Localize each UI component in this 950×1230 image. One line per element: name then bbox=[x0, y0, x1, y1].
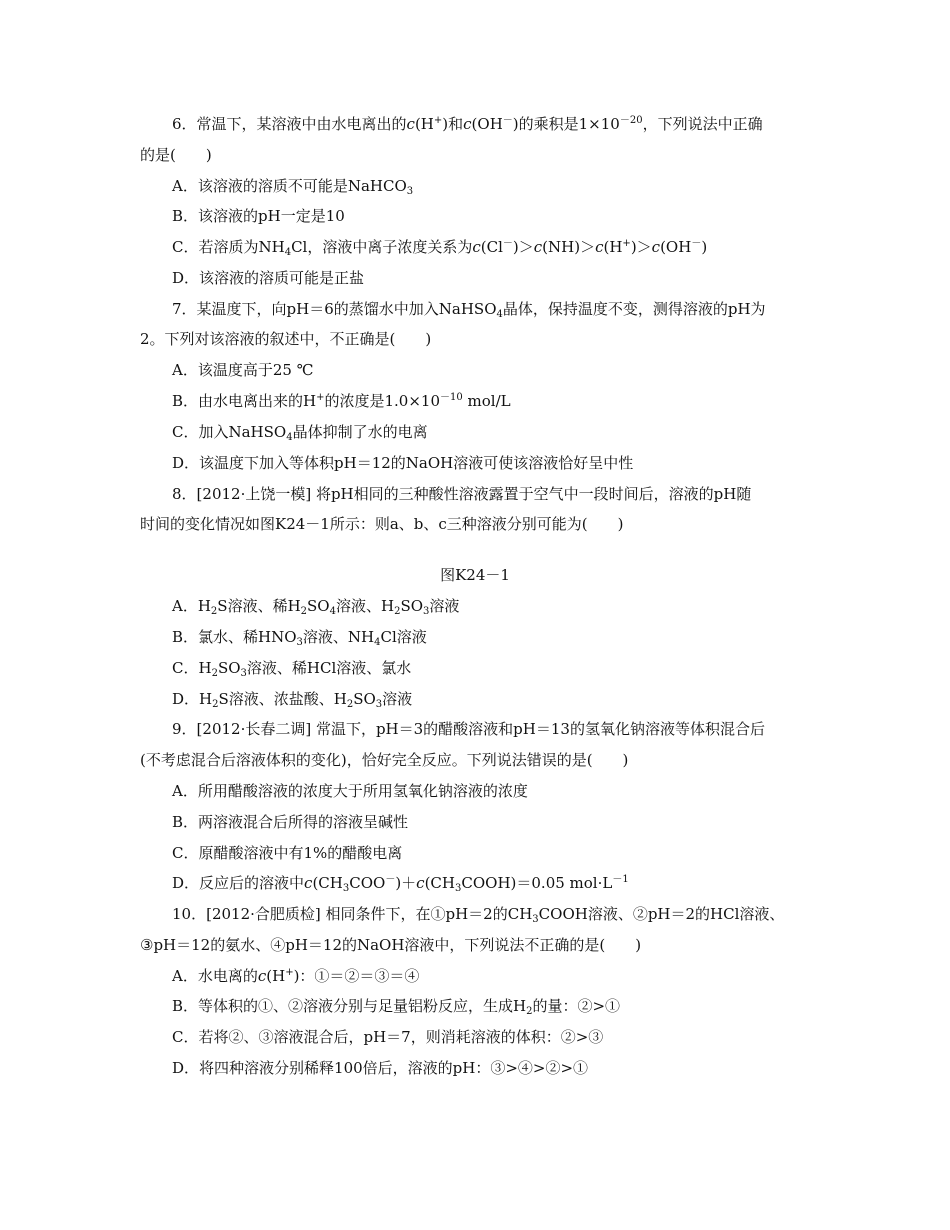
q6-stem-line1: 6．常温下，某溶液中由水电离出的c(H+)和c(OH－)的乘积是$1\times 10^{-20}$，下列说法中正确 bbox=[172, 115, 763, 133]
q9-option-a: A．所用醋酸溶液的浓度大于所用氢氧化钠溶液的浓度 bbox=[172, 782, 528, 800]
q9-option-b: B．两溶液混合后所得的溶液呈碱性 bbox=[172, 813, 409, 831]
q8-option-d: D．$H_2S$溶液、浓盐酸、$H_2SO_3$溶液 bbox=[172, 690, 413, 710]
q7-option-d: D．该温度下加入等体积pH＝12的NaOH溶液可使该溶液恰好呈中性 bbox=[172, 454, 634, 472]
q10-stem-line1: 10．[2012·合肥质检] 相同条件下，在①pH＝2的$CH_3COOH$溶液、②pH＝2的HCl溶液、 bbox=[172, 905, 785, 925]
q8-option-b: B．氯水、稀$HNO_3$溶液、$NH_4Cl$溶液 bbox=[172, 628, 427, 648]
q9-option-d: D．反应后的溶液中$c(CH_3COO^-)+c(CH_3COOH)=0.05$ $mol\cdot L^{-1}$ bbox=[172, 874, 629, 894]
q7-option-a: A．该温度高于25 ℃ bbox=[172, 361, 314, 379]
q9-stem-line2: (不考虑混合后溶液体积的变化)，恰好完全反应。下列说法错误的是( ) bbox=[140, 751, 629, 769]
q8-stem-line1: 8．[2012·上饶一模] 将pH相同的三种酸性溶液露置于空气中一段时间后，溶液的pH随 bbox=[172, 485, 752, 503]
q10-option-a: A．水电离的c(H+)：①＝②＝③＝④ bbox=[172, 967, 420, 985]
q6-option-d: D．该溶液的溶质可能是正盐 bbox=[172, 269, 365, 287]
q6-option-a: A．该溶液的溶质不可能是NaHCO$_3$ bbox=[172, 177, 414, 197]
q9-stem-line1: 9．[2012·长春二调] 常温下，pH＝3的醋酸溶液和pH＝13的氢氧化钠溶液等体积混合后 bbox=[172, 720, 765, 738]
q8-stem-line2: 时间的变化情况如图K24－1所示：则a、b、c三种溶液分别可能为( ) bbox=[140, 515, 624, 533]
q8-option-a: A．$H_2S$溶液、稀$H_2SO_4$溶液、$H_2SO_3$溶液 bbox=[172, 597, 460, 617]
q10-option-d: D．将四种溶液分别稀释100倍后，溶液的pH：③>④>②>① bbox=[172, 1059, 589, 1077]
q10-option-c: C．若将②、③溶液混合后，pH＝7，则消耗溶液的体积：②>③ bbox=[172, 1028, 604, 1046]
q10-option-b: B．等体积的①、②溶液分别与足量铝粉反应，生成$H_2$的量：②>① bbox=[172, 997, 621, 1017]
q6-stem-line2: 的是( ) bbox=[140, 146, 212, 164]
q6-option-b: B．该溶液的pH一定是10 bbox=[172, 207, 345, 225]
q9-option-c: C．原醋酸溶液中有1%的醋酸电离 bbox=[172, 844, 403, 862]
q8-option-c: C．$H_2SO_3$溶液、稀HCl溶液、氯水 bbox=[172, 659, 412, 679]
q6-option-c: C．若溶质为$NH_4Cl$，溶液中离子浓度关系为c(Cl－)＞c(NH)＞c(H+)＞c(OH－) bbox=[172, 238, 708, 258]
q7-option-c: C．加入NaHSO$_4$晶体抑制了水的电离 bbox=[172, 423, 428, 443]
q7-stem-line1: 7．某温度下，向pH＝6的蒸馏水中加入NaHSO$_4$晶体，保持温度不变，测得溶液的pH为 bbox=[172, 300, 766, 320]
q7-option-b: B．由水电离出来的H+的浓度是$1.0\times 10^{-10}$ mol/L bbox=[172, 392, 511, 410]
figure-caption: 图K24－1 bbox=[440, 566, 510, 584]
q7-stem-line2: 2。下列对该溶液的叙述中，不正确是( ) bbox=[140, 330, 432, 348]
q10-stem-line2: ③pH＝12的氨水、④pH＝12的NaOH溶液中，下列说法不正确的是( ) bbox=[140, 936, 642, 954]
